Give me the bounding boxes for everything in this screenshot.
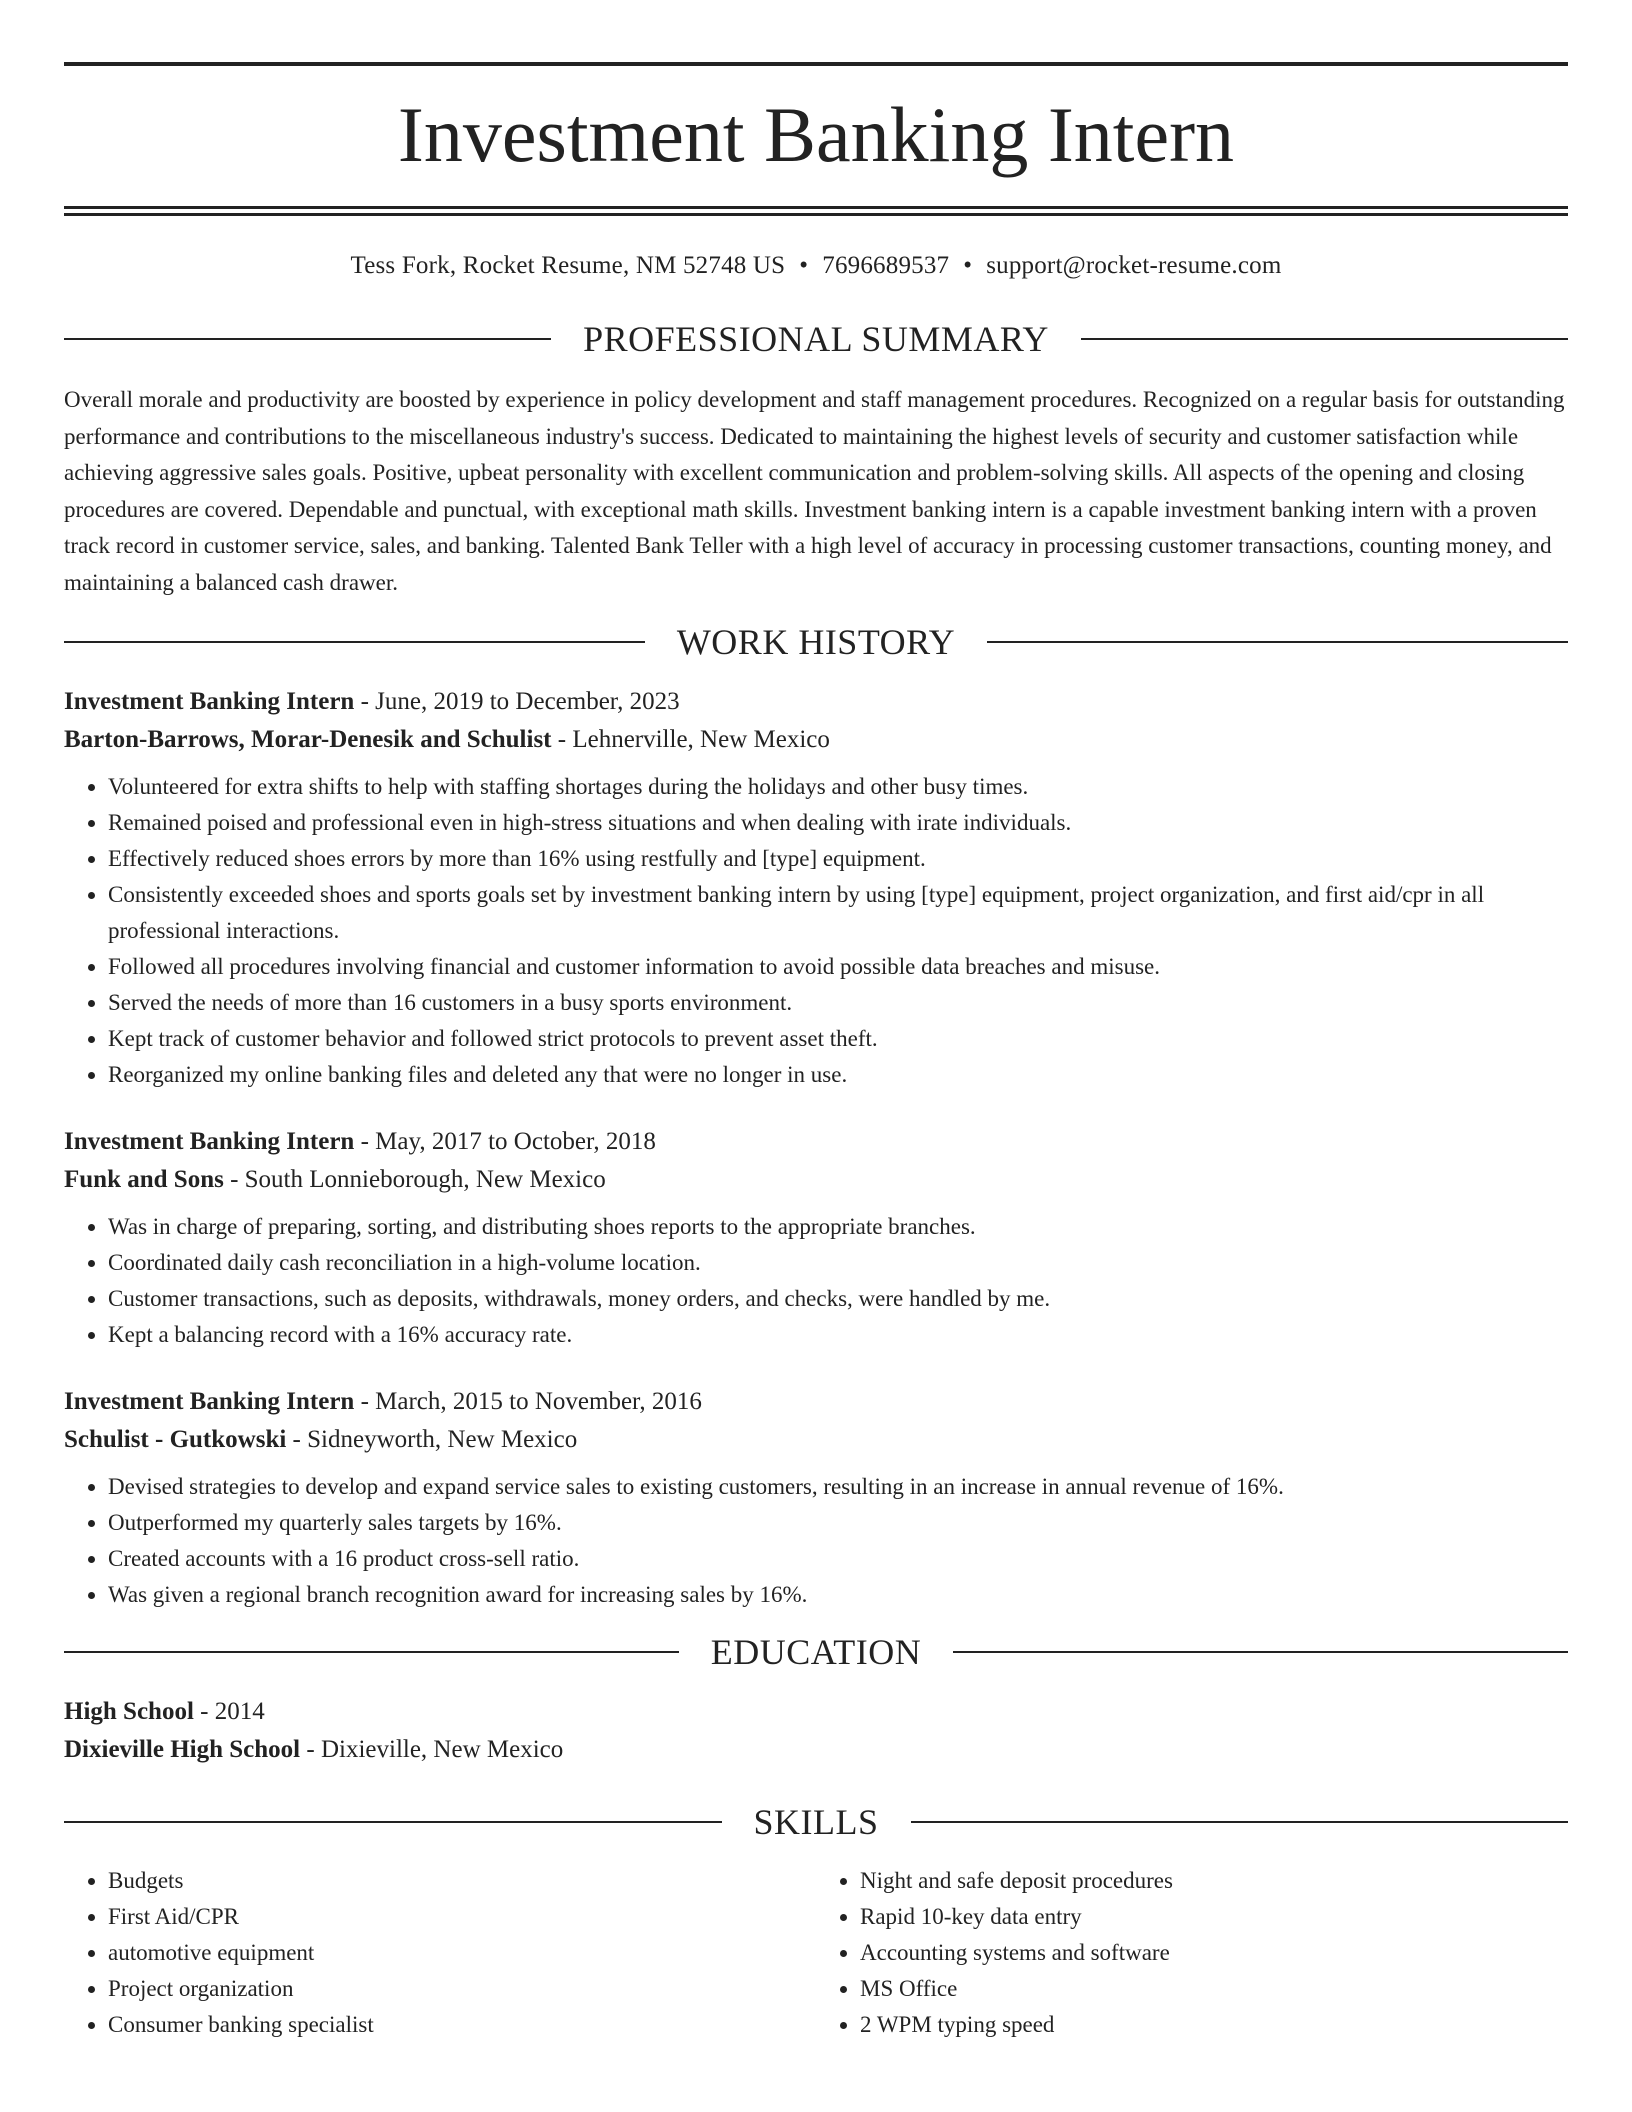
job-bullet: • Served the needs of more than 16 customers in a busy sports environment.: [108, 985, 1568, 1021]
skills-columns: [64, 1863, 1568, 2043]
job-dates: - June, 2019 to December, 2023: [354, 688, 680, 715]
skill-item: • automotive equipment: [108, 1935, 816, 1971]
job-title: Investment Banking Intern: [64, 688, 355, 715]
education-year: - 2014: [193, 1698, 265, 1725]
job-dates: - March, 2015 to November, 2016: [354, 1388, 702, 1415]
section-title-skills: SKILLS: [753, 1802, 879, 1842]
job-location: - South Lonnieborough, New Mexico: [223, 1166, 606, 1193]
section-title-work: WORK HISTORY: [676, 622, 956, 662]
education-entry: [64, 1693, 1568, 1769]
job-title: Investment Banking Intern: [64, 1388, 355, 1415]
job-company: Barton-Barrows, Morar-Denesik and Schulist: [64, 726, 552, 753]
job-location: - Sidneyworth, New Mexico: [286, 1426, 578, 1453]
contact-separator: •: [963, 252, 973, 279]
job-bullet: • Followed all procedures involving financial and customer information to avoid possible data breaches and misuse.: [108, 949, 1568, 985]
header-top-rule: [64, 62, 1568, 66]
skill-item: • 2 WPM typing speed: [860, 2007, 1568, 2043]
section-rule: [911, 1821, 1569, 1823]
education-degree: High School: [64, 1698, 194, 1725]
job-bullet: • Devised strategies to develop and expand service sales to existing customers, resulting in an increase in annual revenue of 16%.: [108, 1469, 1568, 1505]
job-bullet: • Outperformed my quarterly sales targets by 16%.: [108, 1505, 1568, 1541]
section-rule: [987, 641, 1568, 643]
job-bullet: • Kept track of customer behavior and followed strict protocols to prevent asset theft.: [108, 1021, 1568, 1057]
job-bullet: • Effectively reduced shoes errors by more than 16% using restfully and [type] equipment.: [108, 841, 1568, 877]
job-company-line: [64, 721, 1568, 759]
education-school: Dixieville High School: [64, 1736, 301, 1763]
section-rule: [64, 338, 551, 340]
header-double-rule: [64, 206, 1568, 216]
skill-item: • Accounting systems and software: [860, 1935, 1568, 1971]
education-school-line: [64, 1731, 1568, 1769]
job-bullet: • Volunteered for extra shifts to help with staffing shortages during the holidays and other busy times.: [108, 769, 1568, 805]
job-company: Funk and Sons: [64, 1166, 224, 1193]
job-title: Investment Banking Intern: [64, 1128, 355, 1155]
job-company-line: [64, 1421, 1568, 1459]
section-rule: [953, 1651, 1568, 1653]
education-degree-line: [64, 1693, 1568, 1731]
job-bullet: • Remained poised and professional even in high-stress situations and when dealing with irate individuals.: [108, 805, 1568, 841]
section-rule: [1081, 338, 1568, 340]
section-title-summary: PROFESSIONAL SUMMARY: [583, 319, 1049, 359]
skill-item: • Consumer banking specialist: [108, 2007, 816, 2043]
skill-item: • Project organization: [108, 1971, 816, 2007]
job-bullet: • Was given a regional branch recognition award for increasing sales by 16%.: [108, 1577, 1568, 1613]
skill-item: • MS Office: [860, 1971, 1568, 2007]
job-dates: - May, 2017 to October, 2018: [354, 1128, 656, 1155]
contact-address: Tess Fork, Rocket Resume, NM 52748 US: [350, 252, 786, 279]
contact-line: [64, 252, 1568, 280]
job-title-line: [64, 1383, 1568, 1421]
job-bullet: • Kept a balancing record with a 16% accuracy rate.: [108, 1317, 1568, 1353]
job-bullet: • Coordinated daily cash reconciliation in a high-volume location.: [108, 1245, 1568, 1281]
job-bullet: • Was in charge of preparing, sorting, and distributing shoes reports to the appropriate branches.: [108, 1209, 1568, 1245]
skill-item: • Night and safe deposit procedures: [860, 1863, 1568, 1899]
section-header-education: [64, 1631, 1568, 1673]
job-bullets: [64, 1469, 1568, 1613]
job-entry: [64, 683, 1568, 1093]
section-header-work: [64, 621, 1568, 663]
job-bullet: • Customer transactions, such as deposits, withdrawals, money orders, and checks, were handled by me.: [108, 1281, 1568, 1317]
summary-text: Overall morale and productivity are boosted by experience in policy development and staff management procedures. Recognized on a regular basis for outstanding performance and contributions to the miscellaneous industry's success. Dedicated to maintaining the highest levels of security and customer satisfaction while achieving aggressive sales goals. Positive, upbeat personality with excellent communication and problem-solving skills. All aspects of the opening and closing procedures are covered. Dependable and punctual, with exceptional math skills. Investment banking intern is a capable investment banking intern with a proven track record in customer service, sales, and banking. Talented Bank Teller with a high level of accuracy in processing customer transactions, counting money, and maintaining a balanced cash drawer.: [64, 387, 1565, 595]
skills-list-right: [816, 1863, 1568, 2043]
resume-page: [64, 0, 1568, 2043]
resume-name: Investment Banking Intern: [397, 91, 1235, 178]
job-location: - Lehnerville, New Mexico: [551, 726, 830, 753]
job-bullets: [64, 769, 1568, 1093]
job-company: Schulist - Gutkowski: [64, 1426, 287, 1453]
skills-list-left: [64, 1863, 816, 2043]
skill-item: • Budgets: [108, 1863, 816, 1899]
section-rule: [64, 641, 645, 643]
job-title-line: [64, 1123, 1568, 1161]
section-header-skills: [64, 1801, 1568, 1843]
contact-email[interactable]: support@rocket-resume.com: [986, 252, 1282, 279]
job-entry: [64, 1123, 1568, 1353]
section-rule: [64, 1651, 679, 1653]
section-title-education: EDUCATION: [710, 1632, 922, 1672]
job-bullet: • Consistently exceeded shoes and sports goals set by investment banking intern by using [type] equipment, project organization, and first aid/cpr in all professional interactions.: [108, 877, 1568, 949]
job-bullets: [64, 1209, 1568, 1353]
job-entry: [64, 1383, 1568, 1613]
skill-item: • Rapid 10-key data entry: [860, 1899, 1568, 1935]
contact-phone[interactable]: 7696689537: [822, 252, 950, 279]
section-header-summary: [64, 318, 1568, 360]
job-bullet: • Created accounts with a 16 product cross-sell ratio.: [108, 1541, 1568, 1577]
job-title-line: [64, 683, 1568, 721]
education-location: - Dixieville, New Mexico: [300, 1736, 564, 1763]
section-rule: [64, 1821, 722, 1823]
job-bullet: • Reorganized my online banking files and deleted any that were no longer in use.: [108, 1057, 1568, 1093]
job-company-line: [64, 1161, 1568, 1199]
contact-separator: •: [799, 252, 809, 279]
skill-item: • First Aid/CPR: [108, 1899, 816, 1935]
